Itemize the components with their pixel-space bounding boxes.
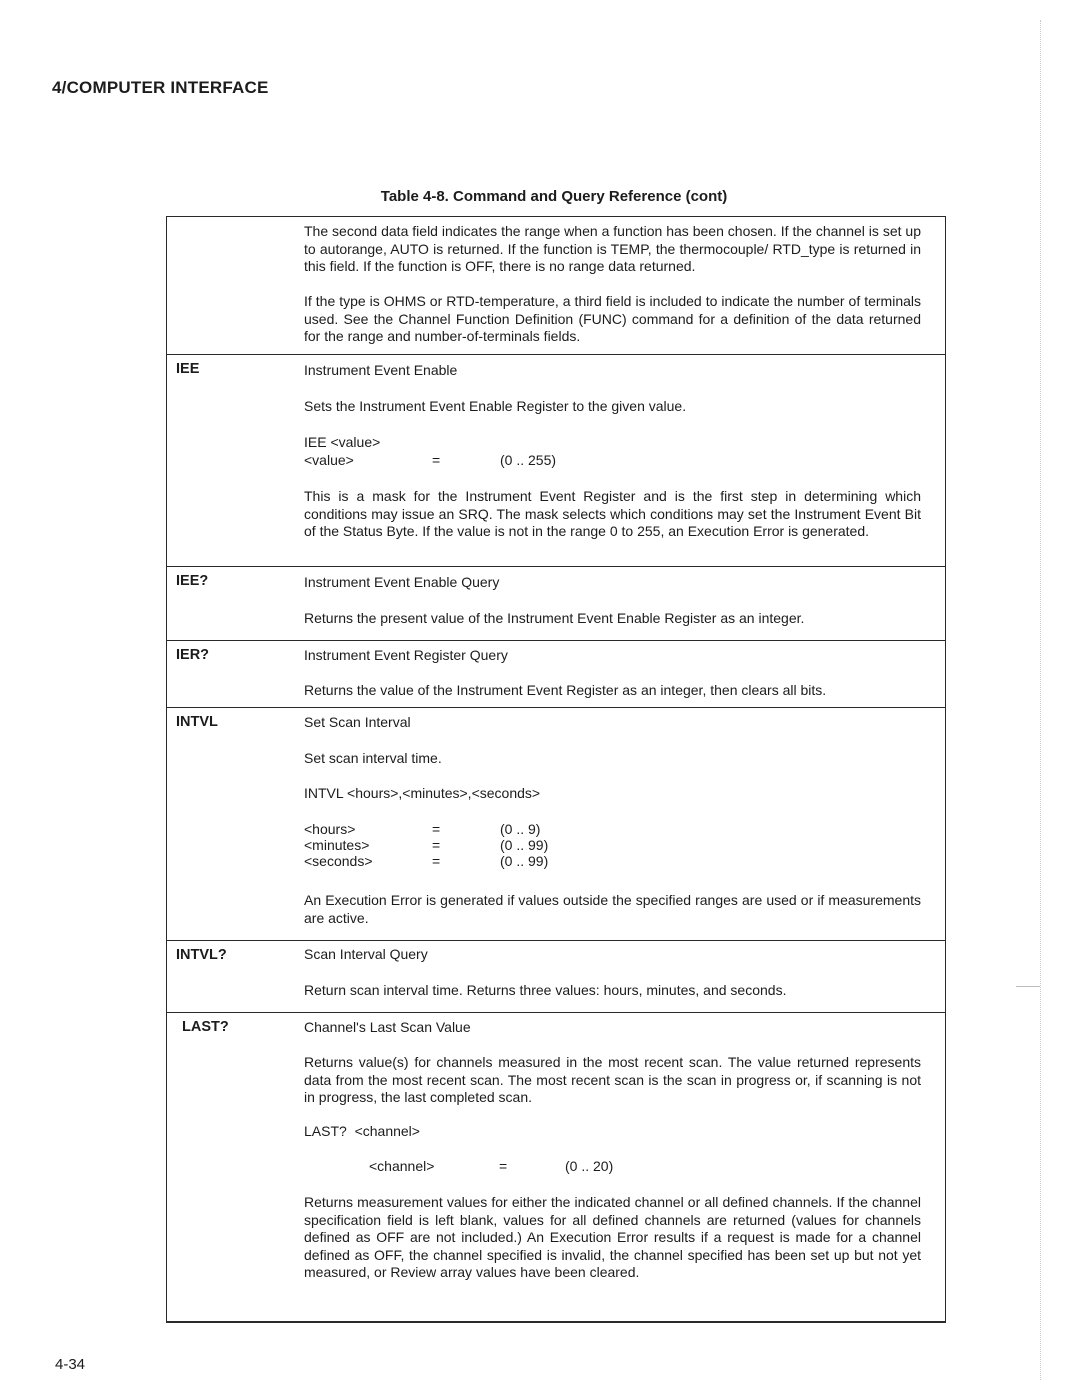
command-name: IEE? bbox=[176, 573, 209, 589]
description-cell bbox=[304, 640, 945, 707]
page-number: 4-34 bbox=[55, 1356, 86, 1373]
page-edge-mark bbox=[1016, 986, 1040, 987]
table-row bbox=[167, 566, 945, 641]
param-range: (0 .. 20) bbox=[565, 1158, 614, 1174]
command-name: IEE bbox=[176, 361, 200, 377]
command-syntax: IEE <value> bbox=[304, 434, 381, 450]
description-cell bbox=[304, 707, 945, 940]
param-name: <channel> bbox=[369, 1158, 435, 1174]
param-equals: = bbox=[432, 853, 441, 869]
command-title: Set Scan Interval bbox=[304, 714, 411, 730]
description-paragraph: The second data field indicates the range when a function has been chosen. If the channel is set up to autorange, AUTO is returned. If the function is TEMP, the thermocouple/ RTD_type is returned in this field. If the function is OFF, there is no range data returned. bbox=[304, 223, 921, 274]
param-range: (0 .. 99) bbox=[500, 853, 549, 869]
command-summary: Return scan interval time. Returns three values: hours, minutes, and seconds. bbox=[304, 982, 787, 998]
command-summary: Returns the present value of the Instrument Event Enable Register as an integer. bbox=[304, 610, 805, 626]
table-row bbox=[167, 707, 945, 941]
page-edge-line bbox=[1040, 20, 1041, 1380]
table-row bbox=[167, 640, 945, 708]
command-name: INTVL bbox=[176, 714, 218, 730]
command-title: Channel's Last Scan Value bbox=[304, 1019, 471, 1035]
section-header: 4/COMPUTER INTERFACE bbox=[52, 78, 269, 97]
param-range: (0 .. 9) bbox=[500, 821, 541, 837]
command-summary: Returns the value of the Instrument Event Register as an integer, then clears all bits. bbox=[304, 682, 827, 698]
description-cell bbox=[304, 354, 945, 566]
param-name: <minutes> bbox=[304, 837, 370, 853]
command-cell bbox=[167, 217, 304, 354]
command-title: Scan Interval Query bbox=[304, 946, 428, 962]
command-name: LAST? bbox=[182, 1019, 229, 1035]
table-row bbox=[167, 940, 945, 1013]
command-summary: Sets the Instrument Event Enable Register to the given value. bbox=[304, 398, 687, 414]
command-cell bbox=[167, 566, 304, 640]
param-name: <hours> bbox=[304, 821, 356, 837]
param-equals: = bbox=[432, 452, 441, 468]
table-row bbox=[167, 354, 945, 567]
command-name: IER? bbox=[176, 647, 210, 663]
command-title: Instrument Event Enable Query bbox=[304, 574, 500, 590]
command-syntax: INTVL <hours>,<minutes>,<seconds> bbox=[304, 785, 541, 801]
command-note: Returns measurement values for either the indicated channel or all defined channels. If the channel specification field is left blank, values for all defined channels are returned (values for channels defined as OFF are not included.) An Execution Error results if a request is made for a channel defined as OFF, the channel specified is invalid, the channel specified has been set up but not yet measured, or Review array values have been cleared. bbox=[304, 1194, 921, 1280]
table-title bbox=[0, 188, 1080, 205]
command-title: Instrument Event Register Query bbox=[304, 647, 508, 663]
command-note: An Execution Error is generated if values outside the specified ranges are used or if measurements are active. bbox=[304, 892, 921, 926]
table-row bbox=[167, 1012, 945, 1320]
command-summary: Set scan interval time. bbox=[304, 750, 442, 766]
description-cell bbox=[304, 566, 945, 640]
param-range: (0 .. 255) bbox=[500, 452, 557, 468]
param-name: <seconds> bbox=[304, 853, 373, 869]
description-cell bbox=[304, 217, 945, 354]
command-cell bbox=[167, 640, 304, 707]
table-row bbox=[167, 217, 945, 355]
command-syntax: LAST? <channel> bbox=[304, 1123, 420, 1139]
command-cell bbox=[167, 1012, 304, 1320]
command-note: This is a mask for the Instrument Event Register and is the first step in determining which conditions may issue an SRQ. The mask selects which conditions may set the Instrument Event Bit of the Status Byte. If the value is not in the range 0 to 255, an Execution Error is generated. bbox=[304, 488, 921, 539]
param-equals: = bbox=[432, 821, 441, 837]
description-paragraph: If the type is OHMS or RTD-temperature, a third field is included to indicate the number of terminals used. See the Channel Function Definition (FUNC) command for a definition of the data returned for the range and number-of-terminals fields. bbox=[304, 293, 921, 344]
command-title: Instrument Event Enable bbox=[304, 362, 458, 378]
param-range: (0 .. 99) bbox=[500, 837, 549, 853]
param-equals: = bbox=[499, 1158, 508, 1174]
description-cell bbox=[304, 1012, 945, 1320]
command-name: INTVL? bbox=[176, 947, 227, 963]
command-cell bbox=[167, 940, 304, 1012]
table-title-text: Table 4-8. Command and Query Reference (cont) bbox=[380, 188, 728, 205]
command-cell bbox=[167, 354, 304, 566]
command-reference-table bbox=[166, 216, 946, 1323]
description-cell bbox=[304, 940, 945, 1012]
param-equals: = bbox=[432, 837, 441, 853]
param-name: <value> bbox=[304, 452, 354, 468]
command-summary: Returns value(s) for channels measured in the most recent scan. The value returned represents data from the most recent scan. The most recent scan is the scan in progress or, if scanning is not in progress, the last completed scan. bbox=[304, 1054, 921, 1105]
command-cell bbox=[167, 707, 304, 940]
